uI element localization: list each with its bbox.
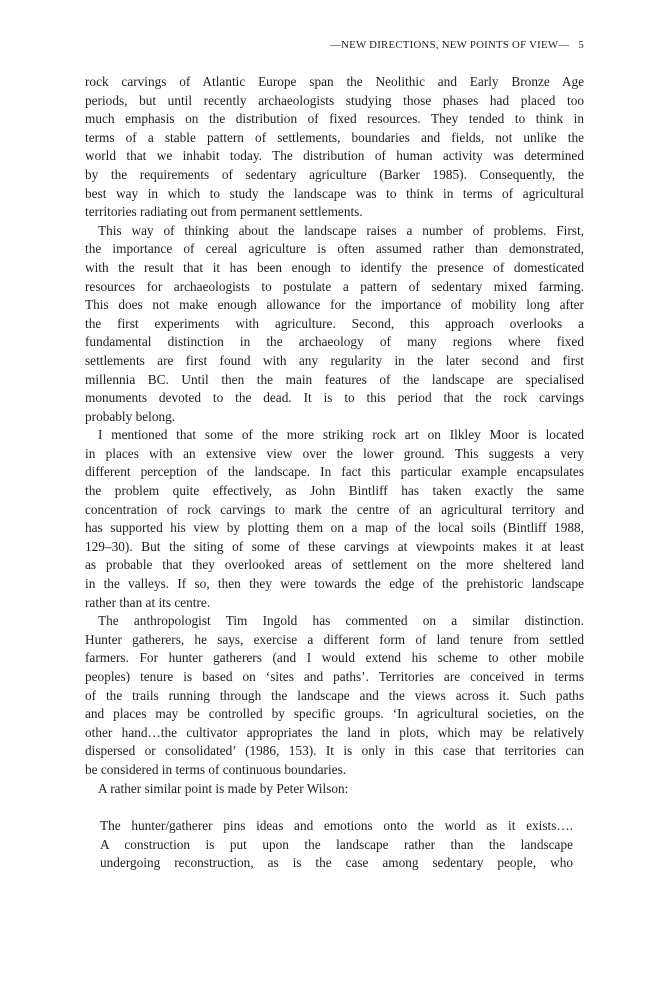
text-line: A rather similar point is made by Peter Wilson: <box>98 780 349 796</box>
page-number: 5 <box>578 39 584 51</box>
text-line: as probable that they overlooked areas of settlement on the more sheltered land <box>85 557 584 573</box>
paragraph <box>85 780 584 799</box>
text-line: farmers. For hunter gatherers (and I would extend his scheme to other mobile <box>85 650 584 666</box>
text-line: different perception of the landscape. In fact this particular example encapsulates <box>85 464 584 480</box>
text-line: A construction is put upon the landscape rather than the landscape <box>100 836 573 852</box>
text-line: concentration of rock carvings to mark the centre of an agricultural territory and <box>85 501 584 517</box>
text-line: settlements are first found with any regularity in the later second and first <box>85 352 584 368</box>
text-line: peoples) tenure is based on ‘sites and paths’. Territories are conceived in terms <box>85 669 584 684</box>
text-line: The hunter/gatherer pins ideas and emotions onto the world as it exists…. <box>100 818 573 834</box>
body-text <box>85 73 584 873</box>
running-head-title: —NEW DIRECTIONS, NEW POINTS OF VIEW— <box>330 39 570 51</box>
text-line: periods, but until recently archaeologists studying those phases had placed too <box>85 92 584 108</box>
text-line: in places with an extensive view over the lower ground. This suggests a very <box>85 445 584 461</box>
text-line: much emphasis on the distribution of fixed resources. They tended to think in <box>85 111 584 127</box>
text-line: I mentioned that some of the more striking rock art on Ilkley Moor is located <box>98 427 584 443</box>
text-line: with the result that it has been enough to identify the presence of domesticated <box>85 259 584 275</box>
text-line: monuments devoted to the dead. It is to this period that the rock carvings <box>85 390 584 406</box>
text-line: rather than at its centre. <box>85 594 211 610</box>
paragraph <box>85 426 584 612</box>
text-line: by the requirements of sedentary agriculture (Barker 1985). Consequently, the <box>85 166 584 182</box>
text-line: millennia BC. Until then the main features of the landscape are specialised <box>85 371 584 387</box>
running-header <box>85 39 584 51</box>
text-line: other hand…the cultivator appropriates the land in plots, which may be relatively <box>85 724 584 740</box>
text-line: world that we inhabit today. The distribution of human activity was determined <box>85 148 584 164</box>
text-line: in the valleys. If so, then they were towards the edge of the prehistoric landscape <box>85 576 584 592</box>
text-line: undergoing reconstruction, as is the case among sedentary people, who <box>100 855 573 871</box>
paragraph <box>85 222 584 427</box>
text-line: This does not make enough allowance for the importance of mobility long after <box>85 297 584 313</box>
text-line: fundamental distinction in the archaeology of many regions where fixed <box>85 334 584 350</box>
text-line: dispersed or consolidated’ (1986, 153). It is only in this case that territories can <box>85 743 584 759</box>
paragraph <box>85 612 584 779</box>
paragraph <box>85 73 584 222</box>
text-line: be considered in terms of continuous boundaries. <box>85 761 347 777</box>
text-line: Hunter gatherers, he says, exercise a different form of land tenure from settled <box>85 631 584 647</box>
text-line: and places may be controlled by specific groups. ‘In agricultural societies, on the <box>85 706 584 722</box>
text-line: 129–30). But the siting of some of these carvings at viewpoints makes it at least <box>85 538 584 554</box>
text-line: rock carvings of Atlantic Europe span the Neolithic and Early Bronze Age <box>85 74 584 89</box>
text-line: the problem quite effectively, as John Bintliff has taken exactly the same <box>85 483 584 499</box>
block-quote <box>85 817 584 873</box>
text-line: the first experiments with agriculture. Second, this approach overlooks a <box>85 315 584 331</box>
text-line: the importance of cereal agriculture is often assumed rather than demonstrated, <box>85 241 584 257</box>
text-line: territories radiating out from permanent settlements. <box>85 204 363 220</box>
text-line: of the trails running through the landscape and the views across it. Such paths <box>85 687 584 703</box>
text-line: The anthropologist Tim Ingold has commented on a similar distinction. <box>98 613 584 629</box>
text-line: This way of thinking about the landscape raises a number of problems. First, <box>98 222 584 238</box>
text-line: probably belong. <box>85 408 176 424</box>
text-line: resources for archaeologists to postulate a pattern of sedentary mixed farming. <box>85 278 584 294</box>
text-line: has supported his view by plotting them on a map of the local soils (Bintliff 1988, <box>85 520 584 536</box>
text-line: best way in which to study the landscape was to think in terms of agricultural <box>85 185 584 201</box>
text-line: terms of a stable pattern of settlements, boundaries and fields, not unlike the <box>85 129 584 145</box>
